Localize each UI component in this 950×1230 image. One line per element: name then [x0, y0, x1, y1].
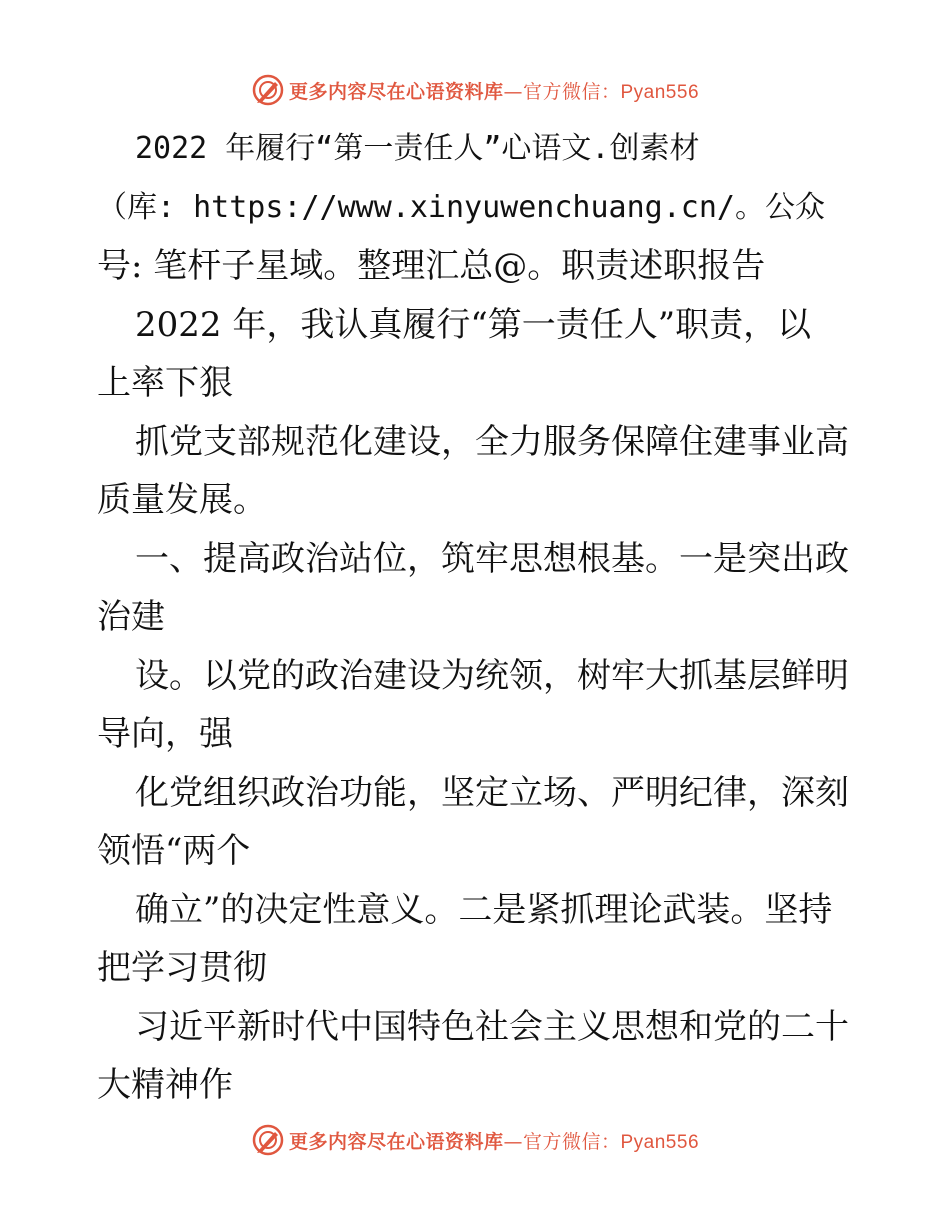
header-separator: — [503, 80, 523, 103]
text-line: 上率下狠 [97, 363, 233, 403]
footer-wechat-id: Pyan556 [620, 1131, 700, 1153]
text-line: 大精神作 [97, 1065, 233, 1105]
text-line: 领悟“两个 [97, 831, 251, 871]
text-line: 抓党支部规范化建设，全力服务保障住建事业高 [135, 421, 849, 462]
text-line: （库: https://www.xinyuwenchuang.cn/。公众 [97, 189, 825, 225]
pen-logo-icon [251, 73, 285, 107]
text-line: 2022 年履行“第一责任人”心语文.创素材 [135, 131, 700, 166]
text-line: 治建 [97, 597, 165, 637]
text-line: 习近平新时代中国特色社会主义思想和党的二十 [135, 1006, 849, 1047]
text-line: 号: 笔杆子星域。整理汇总@。职责述职报告 [97, 246, 766, 286]
header-wechat-label: 官方微信： [522, 80, 621, 103]
footer-wechat-label: 官方微信： [522, 1130, 621, 1153]
text-line: 设。以党的政治建设为统领，树牢大抓基层鲜明 [135, 655, 849, 696]
header-banner [0, 70, 950, 110]
text-line: 确立”的决定性意义。二是紧抓理论武装。坚持 [135, 889, 833, 930]
footer-separator: — [503, 1130, 523, 1153]
header-site-text: 更多内容尽在心语资料库 [288, 80, 504, 103]
text-line: 2022 年，我认真履行“第一责任人”职责，以 [135, 304, 812, 345]
header-wechat-id: Pyan556 [620, 81, 700, 103]
text-line: 导向，强 [97, 714, 233, 754]
footer-site-text: 更多内容尽在心语资料库 [288, 1130, 504, 1153]
document-body [97, 120, 857, 1115]
pen-logo-icon [251, 1123, 285, 1157]
text-line: 化党组织政治功能，坚定立场、严明纪律，深刻 [135, 772, 849, 813]
footer-banner [0, 1120, 950, 1160]
text-line: 把学习贯彻 [97, 948, 267, 988]
text-line: 一、提高政治站位，筑牢思想根基。一是突出政 [135, 538, 849, 579]
text-line: 质量发展。 [97, 480, 267, 520]
